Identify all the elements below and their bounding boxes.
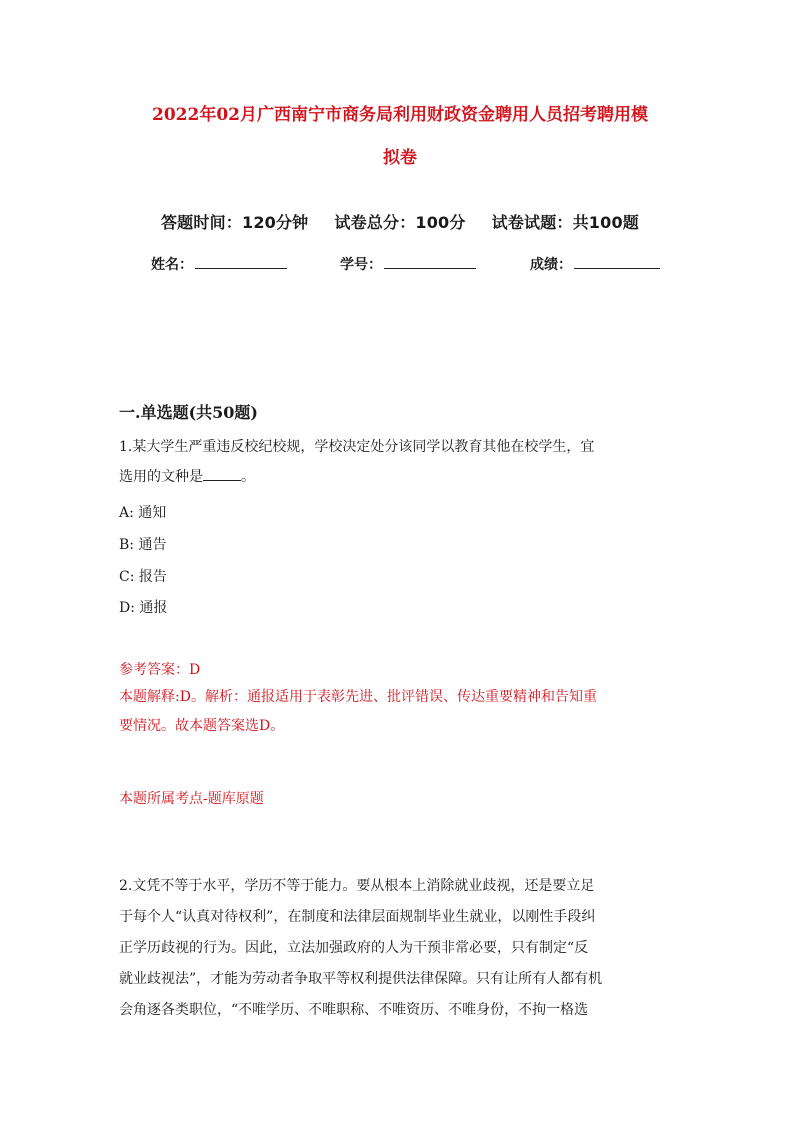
student-id-label: 学号：	[340, 257, 382, 273]
section-title: 一.单选题(共50题)	[119, 403, 258, 422]
option-b: B: 通告	[119, 537, 167, 553]
question-1-line2-end: 。	[241, 469, 255, 485]
student-id-blank	[384, 255, 476, 269]
exam-time: 答题时间：120分钟	[160, 213, 309, 232]
option-c: C: 报告	[119, 569, 167, 585]
exam-title-line1: 2022年02月广西南宁市商务局利用财政资金聘用人员招考聘用模	[152, 105, 648, 125]
question-source: 本题所属考点-题库原题	[119, 791, 264, 807]
answer-blank	[203, 468, 241, 481]
question-2-line2: 于每个人“认真对待权利”，在制度和法律层面规制毕业生就业，以刚性手段纠	[119, 909, 596, 925]
explanation-line1: 本题解释:D。解析：通报适用于表彰先进、批评错误、传达重要精神和告知重	[119, 689, 597, 705]
name-field	[151, 254, 287, 274]
question-1-line1: 1.某大学生严重违反校纪校规，学校决定处分该同学以教育其他在校学生，宜	[119, 439, 595, 455]
score-blank	[574, 255, 660, 269]
question-1-line2	[119, 463, 679, 492]
question-1-line2-text: 选用的文种是	[119, 469, 203, 485]
option-a: A: 通知	[119, 505, 167, 521]
exam-meta	[0, 210, 800, 233]
question-2-line4: 就业歧视法”，才能为劳动者争取平等权利提供法律保障。只有让所有人都有机	[119, 971, 603, 987]
score-field	[530, 254, 660, 274]
exam-total-score: 试卷总分：100分	[334, 213, 466, 232]
question-2-line5: 会角逐各类职位，“不唯学历、不唯职称、不唯资历、不唯身份，不拘一格选	[119, 1002, 589, 1018]
name-blank	[195, 255, 287, 269]
option-d: D: 通报	[119, 600, 168, 616]
explanation-line2: 要情况。故本题答案选D。	[119, 718, 285, 734]
student-id-field	[340, 254, 476, 274]
reference-answer: 参考答案：D	[119, 662, 201, 678]
exam-question-count: 试卷试题：共100题	[491, 213, 639, 232]
question-2-line3: 正学历歧视的行为。因此，立法加强政府的人为干预非常必要，只有制定“反	[119, 940, 589, 956]
exam-title-line2: 拟卷	[383, 148, 417, 168]
score-label: 成绩：	[530, 257, 572, 273]
name-label: 姓名：	[151, 257, 193, 273]
question-2-line1: 2.文凭不等于水平，学历不等于能力。要从根本上消除就业歧视，还是要立足	[119, 878, 595, 894]
